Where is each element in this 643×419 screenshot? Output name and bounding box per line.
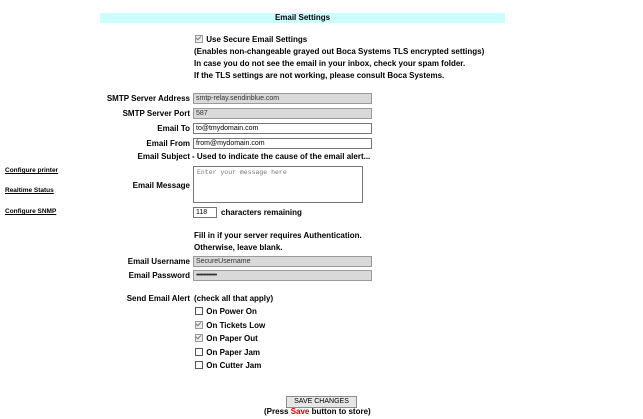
secure-settings-label: Use Secure Email Settings (206, 35, 308, 44)
nav-configure-printer[interactable]: Configure printer (5, 167, 59, 174)
save-changes-button[interactable]: SAVE CHANGES (286, 396, 357, 408)
email-password-input[interactable]: •••••••••••••• (193, 270, 372, 281)
secure-note-2: In case you do not see the email in your inbox, check your spam folder. (194, 59, 466, 68)
alert-option-label: On Power On (206, 307, 257, 316)
email-username-input[interactable]: SecureUsername (193, 256, 372, 267)
email-password-label: Email Password (128, 271, 190, 280)
checkbox[interactable] (195, 348, 203, 356)
chars-remaining-counter: 118 (193, 207, 217, 218)
alert-option-cutter-jam[interactable] (195, 361, 261, 370)
secure-settings-row (195, 35, 307, 44)
email-subject-text: - Used to indicate the cause of the email alert... (192, 152, 371, 161)
alert-option-label: On Tickets Low (206, 321, 266, 330)
nav-configure-snmp[interactable]: Configure SNMP (5, 208, 57, 215)
save-hint (264, 407, 371, 416)
email-message-textarea[interactable] (193, 166, 363, 203)
email-from-label: Email From (146, 139, 190, 148)
send-alert-hint: (check all that apply) (194, 294, 274, 303)
alert-option-paper-out[interactable] (195, 334, 258, 343)
email-to-label: Email To (157, 124, 190, 133)
checkbox[interactable] (195, 361, 203, 369)
alert-option-paper-jam[interactable] (195, 348, 260, 357)
send-alert-label: Send Email Alert (126, 294, 190, 303)
secure-note-1: (Enables non-changeable grayed out Boca Systems TLS encrypted settings) (194, 47, 485, 56)
nav-realtime-status[interactable]: Realtime Status (5, 187, 54, 194)
auth-note-1: Fill in if your server requires Authentication. (194, 231, 362, 240)
auth-note-2: Otherwise, leave blank. (194, 243, 283, 252)
checkbox[interactable] (195, 321, 203, 329)
email-from-input[interactable]: from@mydomain.com (193, 138, 372, 149)
secure-settings-checkbox[interactable] (195, 35, 203, 43)
email-message-label: Email Message (132, 181, 190, 190)
email-username-label: Email Username (127, 257, 190, 266)
smtp-port-input[interactable]: 587 (193, 108, 372, 119)
checkbox[interactable] (195, 334, 203, 342)
smtp-port-label: SMTP Server Port (122, 109, 190, 118)
page-title: Email Settings (100, 13, 505, 23)
alert-option-label: On Paper Out (206, 334, 258, 343)
chars-remaining-text: characters remaining (221, 208, 302, 217)
checkbox[interactable] (195, 307, 203, 315)
save-hint-word: Save (290, 407, 310, 416)
alert-option-power-on[interactable] (195, 307, 257, 316)
email-to-input[interactable]: to@tmydomain.com (193, 123, 372, 134)
smtp-address-label: SMTP Server Address (106, 94, 190, 103)
secure-note-3: If the TLS settings are not working, please consult Boca Systems. (194, 71, 445, 80)
save-hint-post: button to store) (309, 407, 371, 416)
email-subject-label: Email Subject (137, 152, 190, 161)
save-hint-pre: (Press (264, 407, 291, 416)
alert-option-label: On Paper Jam (206, 348, 261, 357)
smtp-address-input[interactable]: smtp-relay.sendinblue.com (193, 93, 372, 104)
alert-option-tickets-low[interactable] (195, 321, 265, 330)
alert-option-label: On Cutter Jam (206, 361, 262, 370)
